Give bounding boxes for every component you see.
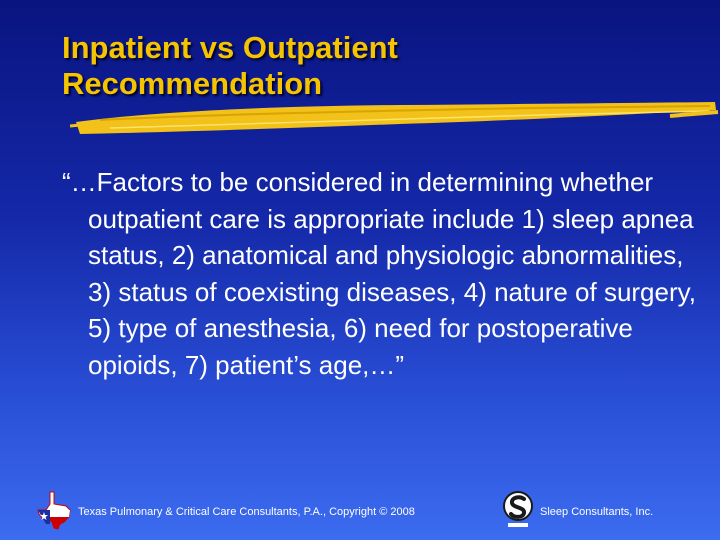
slide-title-line2: Recommendation [62,66,323,101]
slide-title-line1: Inpatient vs Outpatient [62,30,398,65]
yellow-brush-stroke [70,96,720,140]
slide-title [62,30,682,102]
slide-body-quote: “…Factors to be considered in determining whether outpatient care is appropriate include 1) sleep apnea status, 2) anatomical and physiologic abnormalities, 3) status of coexisting diseases, 4) nature of surgery, 5) type of anesthesia, 6) need for postoperative opioids, 7) patient’s age,…” [62,167,696,380]
footer-copyright-text: Texas Pulmonary & Critical Care Consultants, P.A., Copyright © 2008 [78,506,415,518]
footer-company-text: Sleep Consultants, Inc. [540,506,654,518]
sleep-consultants-s-icon [500,490,536,530]
texas-map-star-icon [36,490,76,530]
